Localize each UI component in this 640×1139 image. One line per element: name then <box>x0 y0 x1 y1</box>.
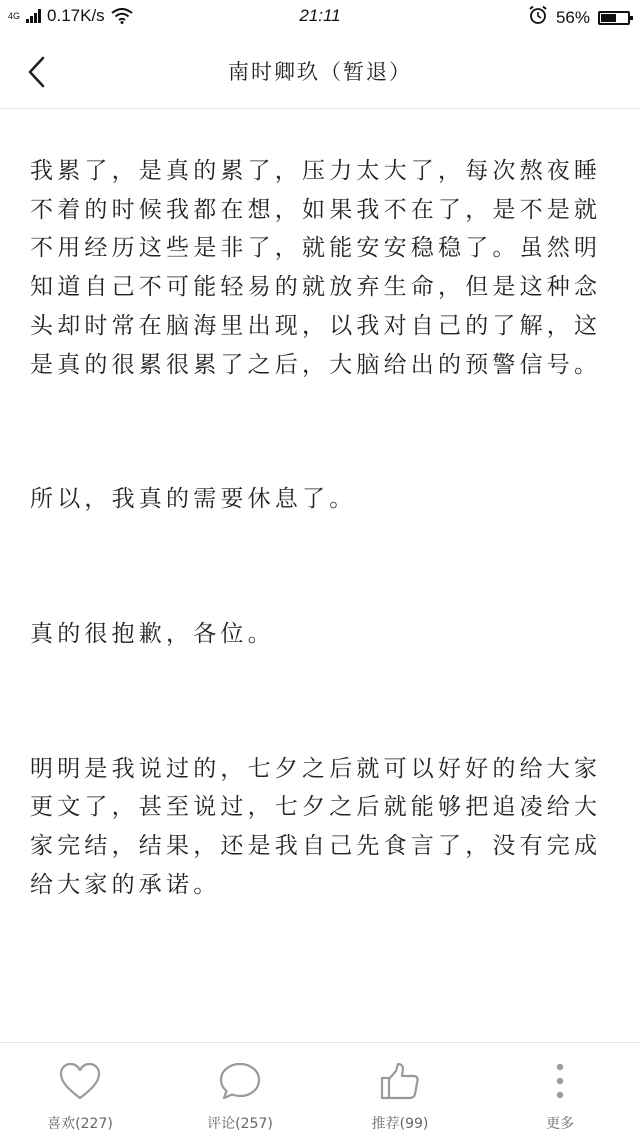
page-title: 南时卿玖（暂退） <box>228 60 412 84</box>
more-vertical-icon <box>554 1059 566 1103</box>
battery-fill <box>601 14 616 22</box>
network-type-label: 4G <box>8 10 21 21</box>
speech-bubble-icon <box>218 1059 262 1103</box>
bottom-action-bar <box>0 1042 640 1139</box>
status-bar <box>0 0 640 34</box>
alarm-icon <box>528 5 548 30</box>
paragraph: 所以，我真的需要休息了。 <box>30 486 357 513</box>
recommend-label: 推荐(99) <box>371 1116 429 1132</box>
more-button[interactable] <box>480 1043 640 1139</box>
battery-icon <box>598 11 630 25</box>
network-speed: 0.17K/s <box>47 6 105 25</box>
paragraph: 明明是我说过的，七夕之后就可以好好的给大家更文了，甚至说过，七夕之后就能够把追凌给大家完结，结果，还是我自己先食言了，没有完成给大家的承诺。 <box>30 755 602 898</box>
like-label: 喜欢(227) <box>47 1116 113 1132</box>
more-label: 更多 <box>546 1116 574 1132</box>
status-time: 21:11 <box>299 6 341 25</box>
post-content <box>30 152 610 904</box>
recommend-button[interactable] <box>320 1043 480 1139</box>
status-right <box>528 5 630 30</box>
paragraph: 我累了，是真的累了，压力太大了，每次熬夜睡不着的时候我都在想，如果我不在了，是不是就不用经历这些是非了，就能安安稳稳了。虽然明知道自己不可能轻易的就放弃生命，但是这种念头却时常在脑海里出现，以我对自己的了解，这是真的很累很累了之后，大脑给出的预警信号。 <box>30 158 602 378</box>
header <box>0 34 640 109</box>
comment-label: 评论(257) <box>207 1116 273 1132</box>
comment-button[interactable] <box>160 1043 320 1139</box>
heart-icon <box>58 1059 102 1103</box>
like-button[interactable] <box>0 1043 160 1139</box>
thumbs-up-icon <box>378 1059 422 1103</box>
battery-percent: 56% <box>555 7 590 27</box>
paragraph: 真的很抱歉，各位。 <box>30 620 275 647</box>
